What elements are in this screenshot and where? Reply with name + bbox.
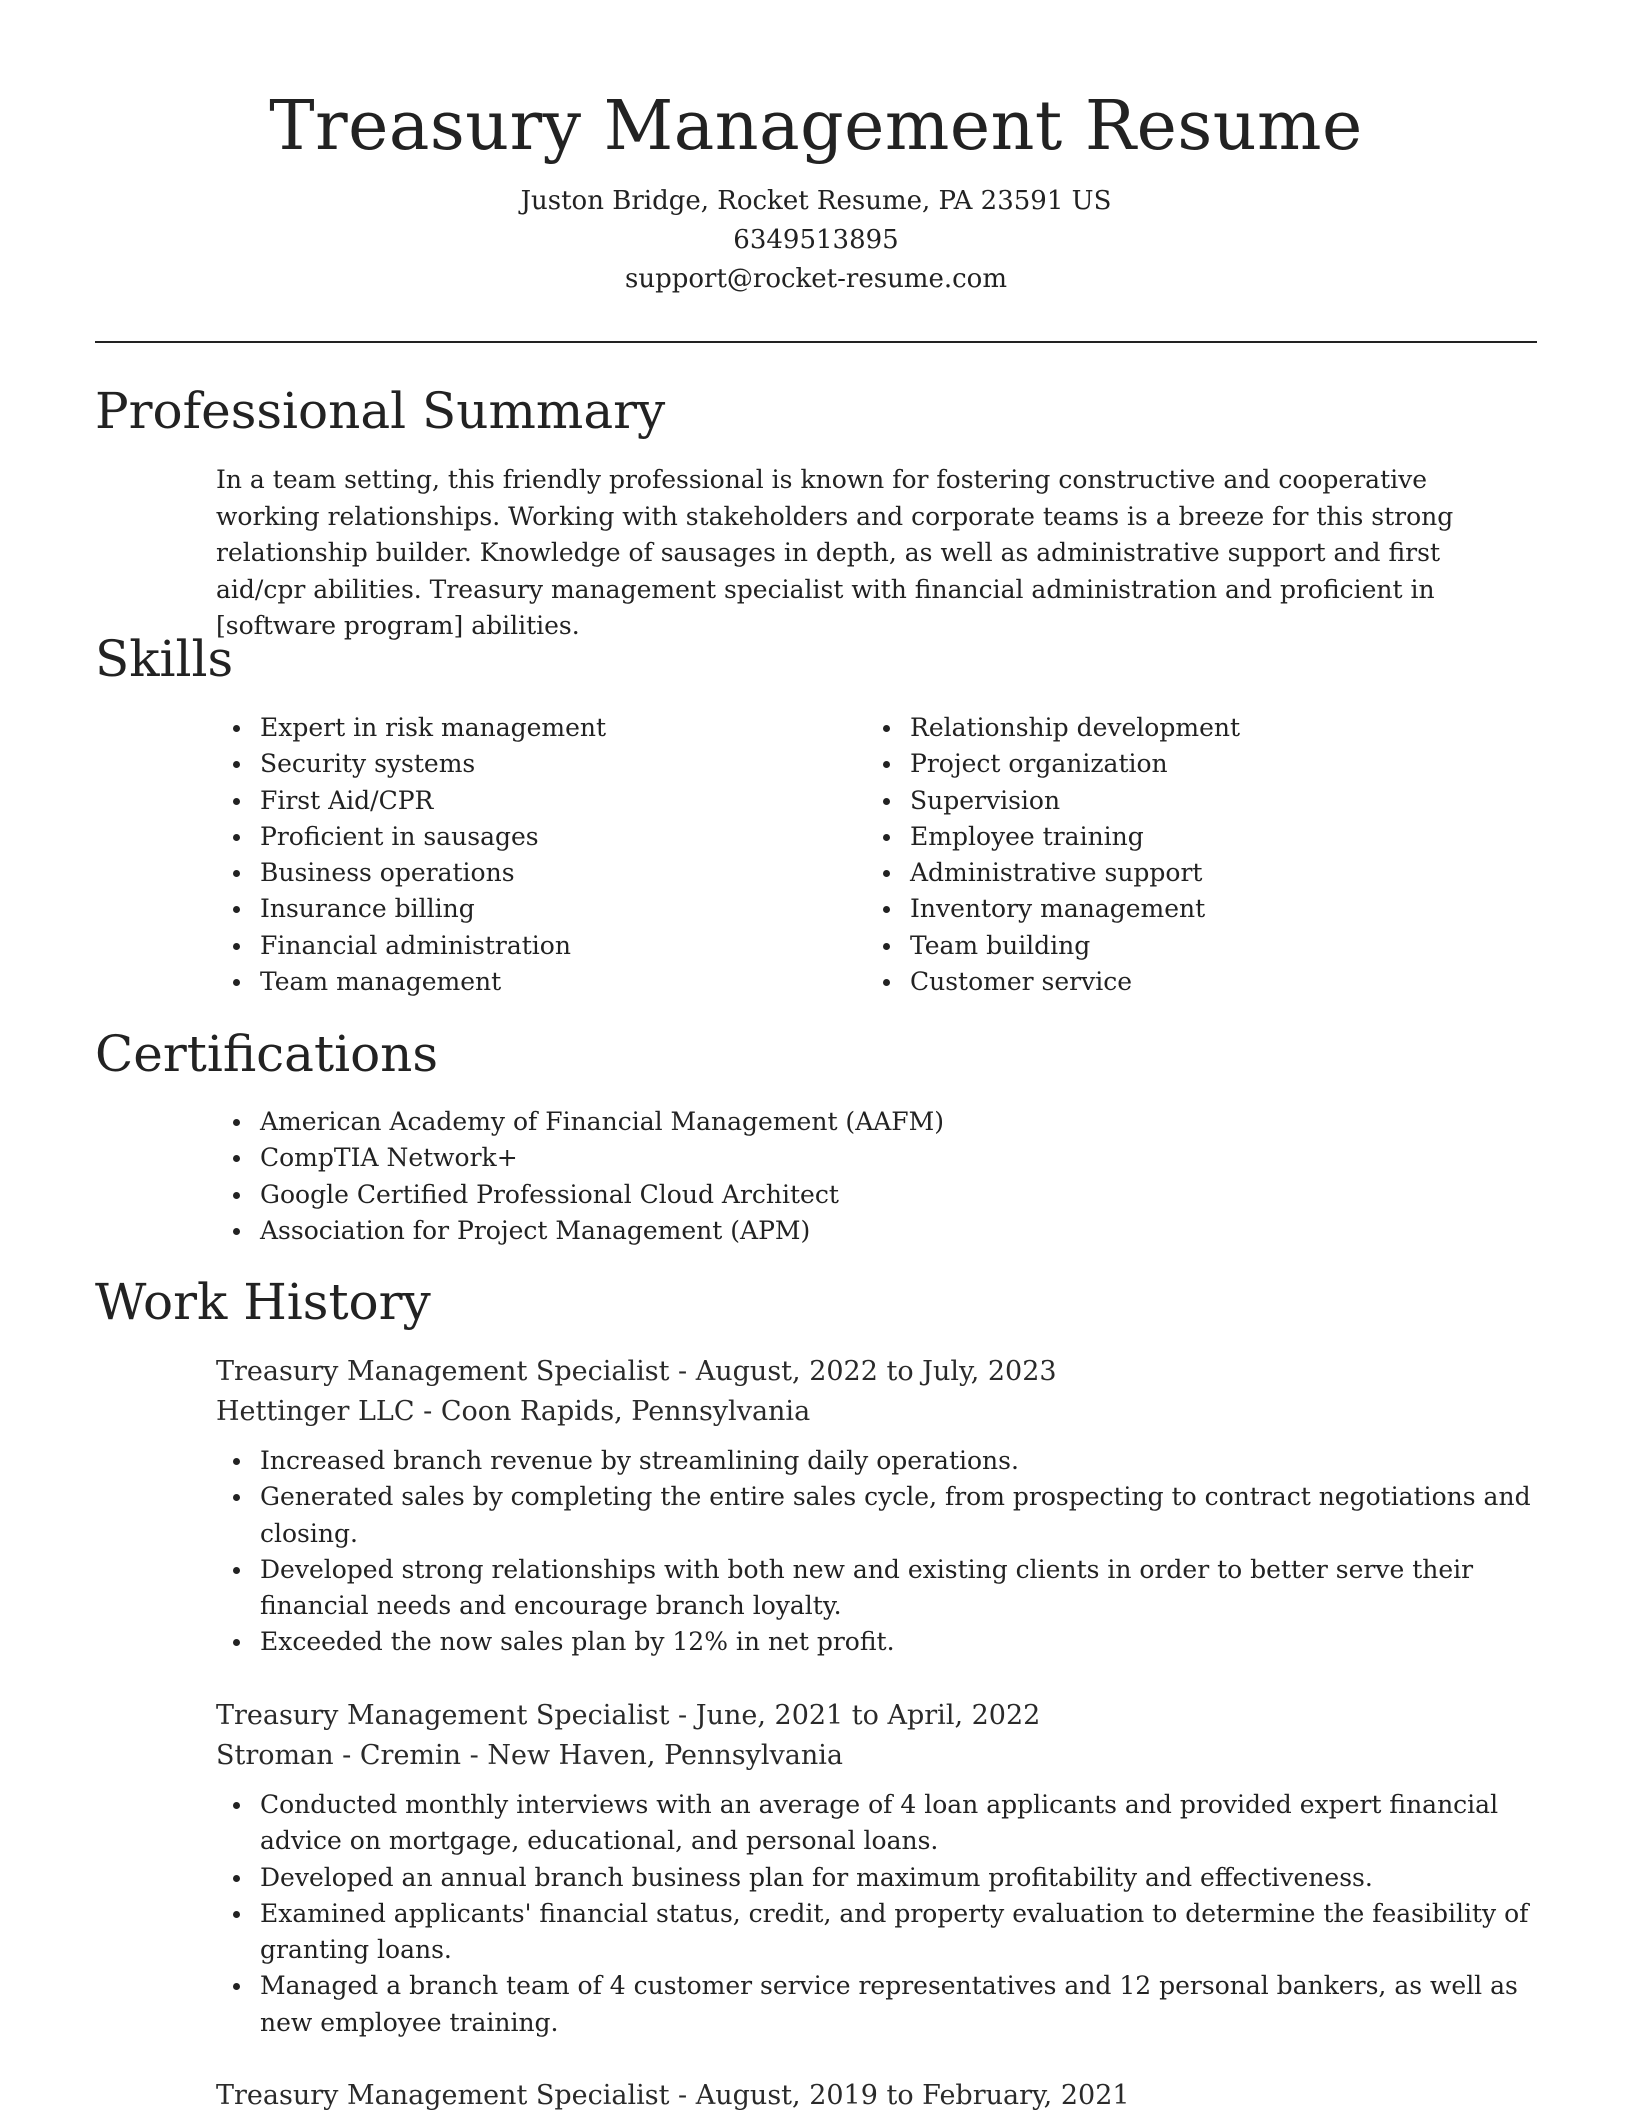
header-divider: [95, 341, 1537, 343]
contact-email: support@rocket-resume.com: [624, 264, 1007, 294]
skill-item: Supervision: [910, 783, 1466, 819]
job-dates: August, 2022 to July, 2023: [695, 1356, 1057, 1387]
job-entry-2: [216, 1696, 1537, 2041]
job-bullet-item: Exceeded the now sales plan by 12% in net profit.: [260, 1624, 1537, 1660]
skill-item: Inventory management: [910, 891, 1466, 927]
job-company-line: [216, 1392, 1537, 1432]
certification-item: Google Certified Professional Cloud Architect: [260, 1177, 1537, 1213]
skill-item: Team building: [910, 928, 1466, 964]
work-history-heading: Work History: [95, 1273, 431, 1331]
contact-phone: 6349513895: [733, 225, 899, 255]
separator: -: [461, 1740, 488, 1771]
job-dates: June, 2021 to April, 2022: [695, 1700, 1041, 1731]
contact-address: Juston Bridge, Rocket Resume, PA 23591 US: [520, 186, 1112, 216]
skill-item: Team management: [260, 964, 816, 1000]
skills-list-right: [866, 710, 1466, 1000]
resume-header: [0, 0, 1632, 299]
skill-item: Security systems: [260, 746, 816, 782]
job-title-line: [216, 2076, 1537, 2116]
job-title-line: [216, 1696, 1537, 1736]
job-company: Hettinger LLC: [216, 1396, 415, 1427]
job-title-line: [216, 1352, 1537, 1392]
certifications-heading: Certifications: [95, 1025, 439, 1083]
separator: -: [669, 1356, 696, 1387]
skills-column-left: [216, 710, 816, 1000]
skill-item: Administrative support: [910, 855, 1466, 891]
skill-item: Financial administration: [260, 928, 816, 964]
job-title: Treasury Management Specialist: [216, 2080, 670, 2111]
certifications-body: [216, 1104, 1537, 1249]
contact-block: [0, 182, 1632, 299]
summary-text: In a team setting, this friendly professional is known for fostering constructive and cooperative working relationships. Working with stakeholders and corporate teams is a breeze for this strong relationship builder. Knowledge of sausages in depth, as well as administrative support and first aid/cpr abilities. Treasury management specialist with financial administration and proficient in [software program] abilities.: [216, 465, 1454, 640]
skill-item: Proficient in sausages: [260, 819, 816, 855]
job-bullet-item: Increased branch revenue by streamlining daily operations.: [260, 1443, 1537, 1479]
resume-title: Treasury Management Resume: [269, 87, 1363, 166]
job-bullet-item: Developed strong relationships with both new and existing clients in order to better serve their financial needs and encourage branch loyalty.: [260, 1552, 1537, 1625]
summary-heading: Professional Summary: [95, 382, 666, 440]
certification-item: CompTIA Network+: [260, 1140, 1537, 1176]
job-location: New Haven, Pennsylvania: [487, 1740, 844, 1771]
skill-item: Business operations: [260, 855, 816, 891]
skill-item: Relationship development: [910, 710, 1466, 746]
job-entry-1: [216, 1352, 1537, 1661]
skills-list-left: [216, 710, 816, 1000]
job-bullet-item: Managed a branch team of 4 customer service representatives and 12 personal bankers, as well as new employee training.: [260, 1968, 1537, 2041]
separator: -: [669, 1700, 696, 1731]
job-title: Treasury Management Specialist: [216, 1700, 670, 1731]
job-entry-3: [216, 2076, 1537, 2116]
separator: -: [669, 2080, 696, 2111]
job-company: Stroman - Cremin: [216, 1740, 462, 1771]
certification-item: Association for Project Management (APM): [260, 1213, 1537, 1249]
job-company-line: [216, 1736, 1537, 1776]
skill-item: Employee training: [910, 819, 1466, 855]
skills-heading: Skills: [95, 630, 234, 688]
job-dates: August, 2019 to February, 2021: [695, 2080, 1130, 2111]
job-bullet-item: Conducted monthly interviews with an average of 4 loan applicants and provided expert financial advice on mortgage, educational, and personal loans.: [260, 1787, 1537, 1860]
certification-item: American Academy of Financial Management (AAFM): [260, 1104, 1537, 1140]
job-title: Treasury Management Specialist: [216, 1356, 670, 1387]
skill-item: Project organization: [910, 746, 1466, 782]
separator: -: [414, 1396, 441, 1427]
job-bullet-item: Examined applicants' financial status, credit, and property evaluation to determine the feasibility of granting loans.: [260, 1896, 1537, 1969]
skill-item: First Aid/CPR: [260, 783, 816, 819]
job-bullets: [216, 1787, 1537, 2041]
skill-item: Expert in risk management: [260, 710, 816, 746]
summary-body: [216, 462, 1537, 645]
skills-column-right: [866, 710, 1466, 1000]
skill-item: Customer service: [910, 964, 1466, 1000]
job-location: Coon Rapids, Pennsylvania: [440, 1396, 811, 1427]
job-bullet-item: Generated sales by completing the entire sales cycle, from prospecting to contract negotiations and closing.: [260, 1479, 1537, 1552]
certifications-list: [216, 1104, 1537, 1249]
job-bullet-item: Developed an annual branch business plan for maximum profitability and effectiveness.: [260, 1860, 1537, 1896]
job-bullets: [216, 1443, 1537, 1661]
skill-item: Insurance billing: [260, 891, 816, 927]
